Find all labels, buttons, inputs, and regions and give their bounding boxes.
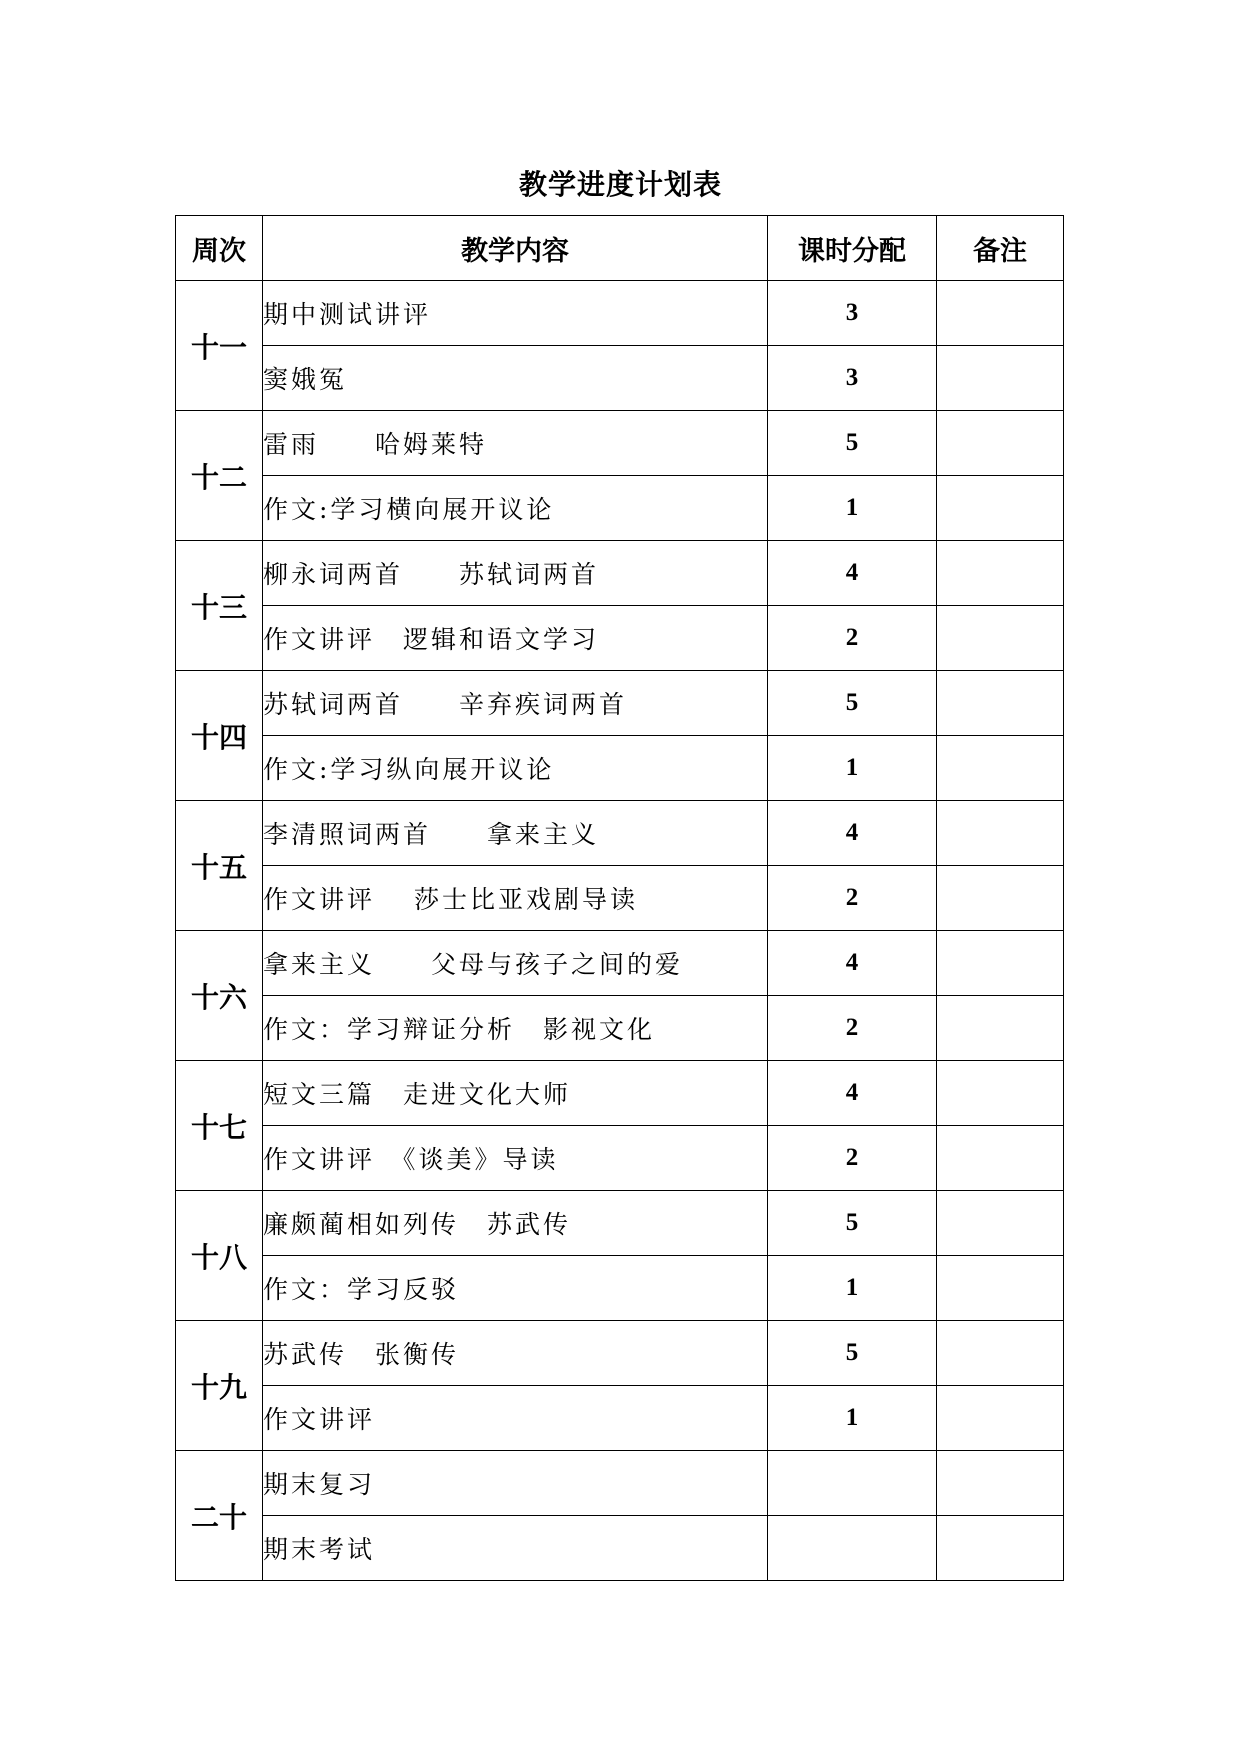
hours-cell: 2 xyxy=(768,866,937,931)
note-cell xyxy=(937,1126,1064,1191)
note-cell xyxy=(937,541,1064,606)
note-cell xyxy=(937,931,1064,996)
header-week: 周次 xyxy=(176,216,263,281)
table-header-row xyxy=(176,216,1064,281)
note-cell xyxy=(937,1386,1064,1451)
content-cell: 期中测试讲评 xyxy=(263,281,768,346)
note-cell xyxy=(937,346,1064,411)
hours-cell: 5 xyxy=(768,411,937,476)
week-cell: 十一 xyxy=(176,281,263,411)
content-cell: 短文三篇 走进文化大师 xyxy=(263,1061,768,1126)
table-row xyxy=(176,281,1064,346)
hours-cell: 1 xyxy=(768,736,937,801)
week-cell: 十六 xyxy=(176,931,263,1061)
schedule-table xyxy=(175,215,1064,1581)
content-cell: 苏武传 张衡传 xyxy=(263,1321,768,1386)
page-title: 教学进度计划表 xyxy=(518,168,722,201)
note-cell xyxy=(937,1451,1064,1516)
note-cell xyxy=(937,1321,1064,1386)
content-cell: 作文:学习纵向展开议论 xyxy=(263,736,768,801)
table-row xyxy=(176,1191,1064,1256)
content-cell: 柳永词两首 苏轼词两首 xyxy=(263,541,768,606)
table-row xyxy=(176,1451,1064,1516)
content-cell: 作文讲评 《谈美》导读 xyxy=(263,1126,768,1191)
table-row xyxy=(176,541,1064,606)
hours-cell: 4 xyxy=(768,931,937,996)
content-cell: 窦娥冤 xyxy=(263,346,768,411)
week-cell: 十九 xyxy=(176,1321,263,1451)
content-cell: 作文：学习辩证分析 影视文化 xyxy=(263,996,768,1061)
table-row xyxy=(176,411,1064,476)
content-cell: 李清照词两首 拿来主义 xyxy=(263,801,768,866)
week-cell: 十五 xyxy=(176,801,263,931)
table-row xyxy=(176,1516,1064,1581)
content-cell: 期末考试 xyxy=(263,1516,768,1581)
week-cell: 十三 xyxy=(176,541,263,671)
table-row xyxy=(176,996,1064,1061)
table-row xyxy=(176,671,1064,736)
table-row xyxy=(176,931,1064,996)
hours-cell: 1 xyxy=(768,476,937,541)
content-cell: 拿来主义 父母与孩子之间的爱 xyxy=(263,931,768,996)
content-cell: 作文讲评 xyxy=(263,1386,768,1451)
hours-cell: 3 xyxy=(768,346,937,411)
note-cell xyxy=(937,671,1064,736)
note-cell xyxy=(937,1516,1064,1581)
table-row xyxy=(176,346,1064,411)
hours-cell: 5 xyxy=(768,671,937,736)
week-cell: 十四 xyxy=(176,671,263,801)
header-note: 备注 xyxy=(937,216,1064,281)
note-cell xyxy=(937,1256,1064,1321)
table-row xyxy=(176,801,1064,866)
note-cell xyxy=(937,996,1064,1061)
hours-cell: 5 xyxy=(768,1191,937,1256)
hours-cell xyxy=(768,1516,937,1581)
hours-cell: 5 xyxy=(768,1321,937,1386)
note-cell xyxy=(937,801,1064,866)
table-body xyxy=(176,281,1064,1581)
content-cell: 苏轼词两首 辛弃疾词两首 xyxy=(263,671,768,736)
content-cell: 作文：学习反驳 xyxy=(263,1256,768,1321)
hours-cell xyxy=(768,1451,937,1516)
week-cell: 十二 xyxy=(176,411,263,541)
note-cell xyxy=(937,866,1064,931)
hours-cell: 2 xyxy=(768,996,937,1061)
table-row xyxy=(176,1386,1064,1451)
table-row xyxy=(176,1126,1064,1191)
hours-cell: 2 xyxy=(768,606,937,671)
hours-cell: 4 xyxy=(768,541,937,606)
hours-cell: 1 xyxy=(768,1256,937,1321)
table-row xyxy=(176,866,1064,931)
content-cell: 作文讲评 莎士比亚戏剧导读 xyxy=(263,866,768,931)
table-row xyxy=(176,1321,1064,1386)
content-cell: 雷雨 哈姆莱特 xyxy=(263,411,768,476)
table-row xyxy=(176,1256,1064,1321)
content-cell: 期末复习 xyxy=(263,1451,768,1516)
week-cell: 十八 xyxy=(176,1191,263,1321)
table-row xyxy=(176,476,1064,541)
hours-cell: 2 xyxy=(768,1126,937,1191)
note-cell xyxy=(937,411,1064,476)
note-cell xyxy=(937,476,1064,541)
header-content: 教学内容 xyxy=(263,216,768,281)
hours-cell: 3 xyxy=(768,281,937,346)
note-cell xyxy=(937,736,1064,801)
content-cell: 作文讲评 逻辑和语文学习 xyxy=(263,606,768,671)
table-row xyxy=(176,1061,1064,1126)
hours-cell: 4 xyxy=(768,1061,937,1126)
content-cell: 作文:学习横向展开议论 xyxy=(263,476,768,541)
table-row xyxy=(176,736,1064,801)
note-cell xyxy=(937,606,1064,671)
hours-cell: 1 xyxy=(768,1386,937,1451)
note-cell xyxy=(937,281,1064,346)
note-cell xyxy=(937,1061,1064,1126)
hours-cell: 4 xyxy=(768,801,937,866)
header-hours: 课时分配 xyxy=(768,216,937,281)
week-cell: 二十 xyxy=(176,1451,263,1581)
note-cell xyxy=(937,1191,1064,1256)
table-row xyxy=(176,606,1064,671)
week-cell: 十七 xyxy=(176,1061,263,1191)
content-cell: 廉颇蔺相如列传 苏武传 xyxy=(263,1191,768,1256)
